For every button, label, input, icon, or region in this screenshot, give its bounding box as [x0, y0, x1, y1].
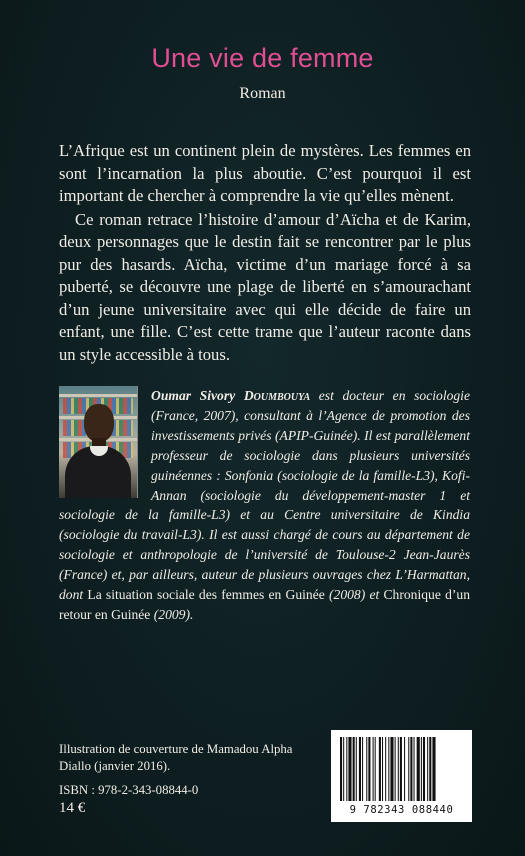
barcode-bars [338, 737, 465, 803]
blurb [59, 140, 471, 366]
author-last-name: Doumbouya [243, 388, 311, 403]
blurb-paragraph-2: Ce roman retrace l’histoire d’amour d’Aïcha et de Karim, deux personnages que le destin fait se rencontrer par le plus pur des hasards. Aïcha, victime d’un mariage forcé à sa puberté, se découvre une plage de liberté en s’amourachant d’un jeune universitaire avec qui elle décide de faire un enfant, une fille. C’est cette trame que l’auteur raconte dans un style accessible à tous. [59, 209, 471, 364]
author-bio-text: est docteur en sociologie (France, 2007), consultant à l’Agence de promotion des investissements privés (APIP-Guinée). Il est parallèlement professeur de sociologie dans plusieurs universités guinéennes : Sonfonia (sociologie de la famille-L3), Kofi-Annan (sociologie du développement-master 1 et sociologie de la famille-L3) et au Centre universitaire de Kindia (sociologie du travail-L3). Il est aussi chargé de cours au département de sociologie et anthropologie de l’université de Toulouse-2 Jean-Jaurès (France) et, par ailleurs, auteur de plusieurs ouvrages chez L’Harmattan, dont [59, 388, 470, 603]
author-book-1-year: (2008) et [329, 587, 380, 603]
author-book-1: La situation sociale des femmes en Guinée [87, 587, 325, 603]
barcode [331, 730, 472, 822]
book-genre: Roman [239, 85, 286, 102]
author-first-name: Oumar Sivory [151, 388, 236, 403]
price: 14 € [59, 800, 86, 816]
barcode-number: 9 782343 088440 [349, 804, 454, 816]
author-bio [59, 386, 470, 625]
author-book-2: Chronique d’un retour en Guinée [59, 587, 470, 622]
blurb-paragraph-1: L’Afrique est un continent plein de mystères. Les femmes en sont l’incarnation la plus aboutie. C’est pourquoi il est important de chercher à comprendre la vie qu’elles mènent. [59, 141, 471, 205]
author-book-2-year: (2009). [153, 606, 194, 622]
isbn: ISBN : 978-2-343-08844-0 [59, 783, 199, 797]
book-title: Une vie de femme [151, 43, 374, 73]
illustration-credit: Illustration de couverture de Mamadou Alpha Diallo (janvier 2016). [59, 742, 293, 773]
